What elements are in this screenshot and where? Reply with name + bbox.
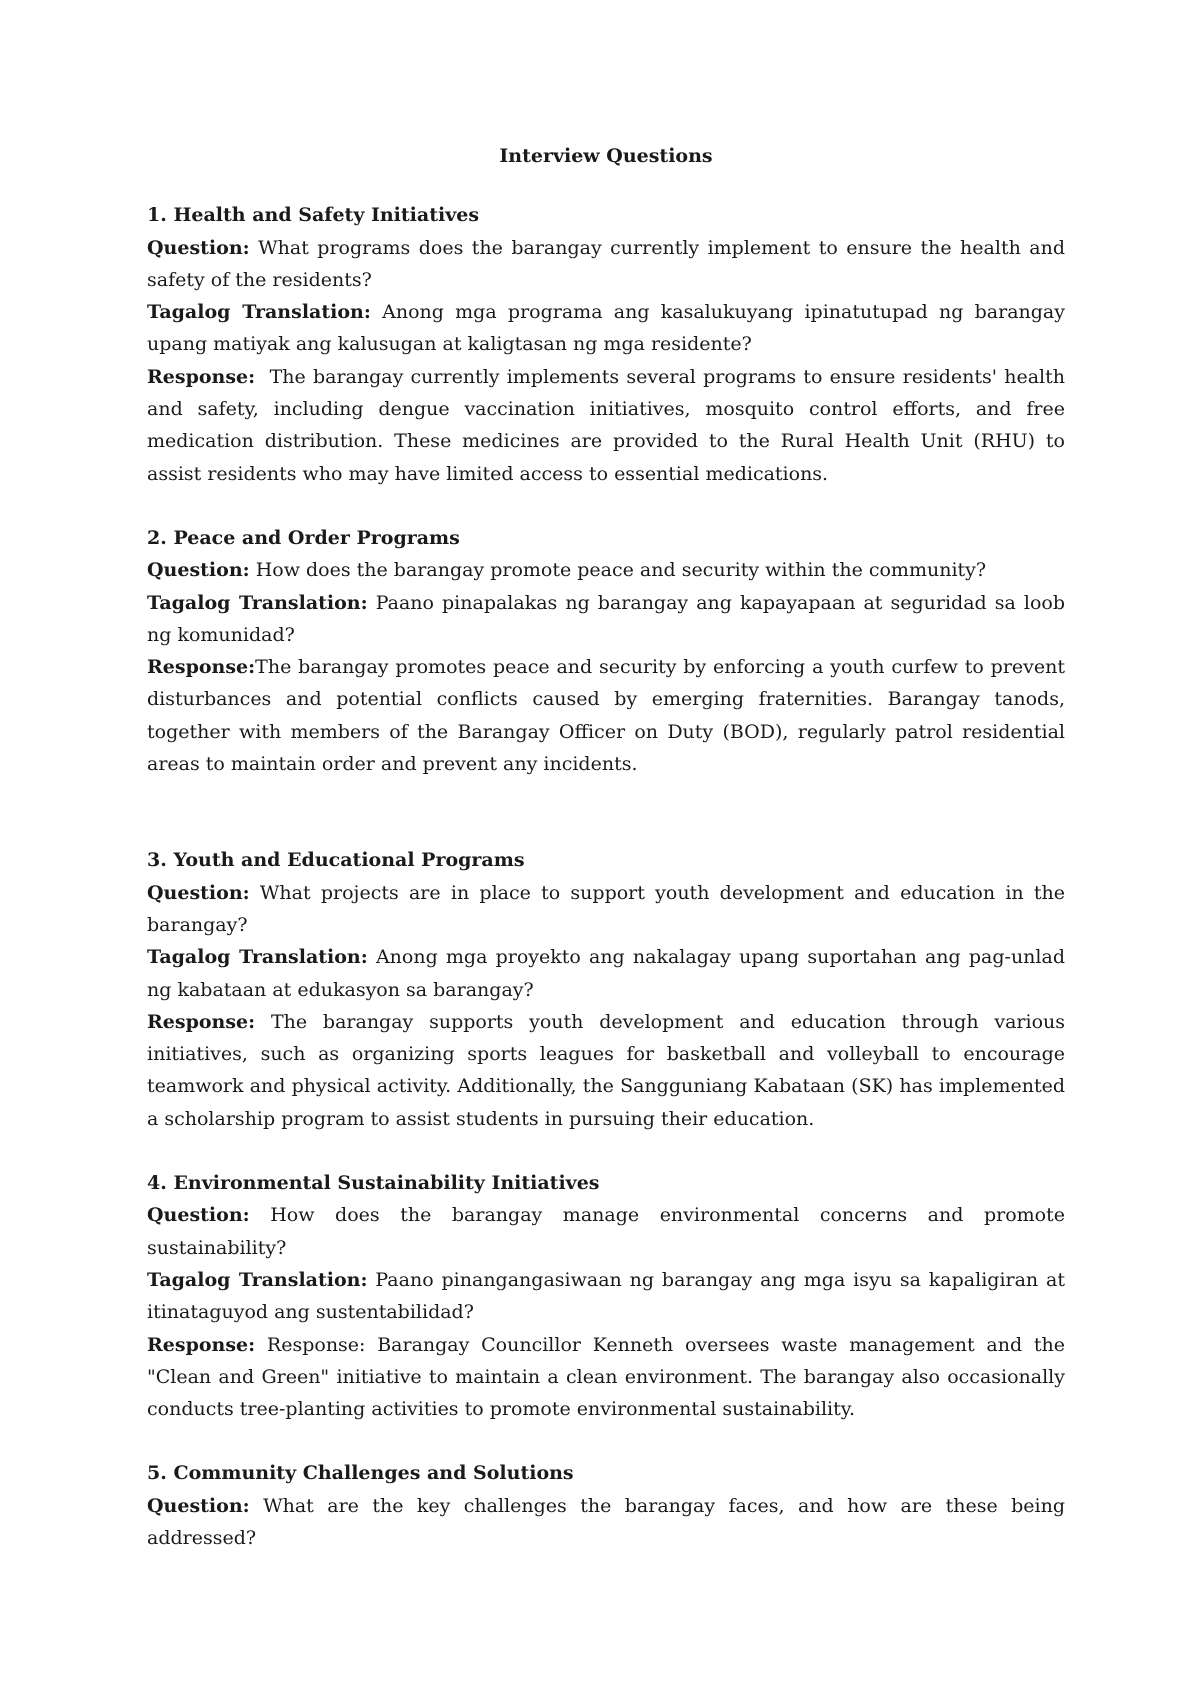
document-title: Interview Questions <box>499 145 713 167</box>
response-text: The barangay promotes peace and security by enforcing a youth curfew to prevent disturbances and potential conflicts caused by emerging fraternities. Barangay tanods, together with members of the Barangay Officer on Duty (BOD), regularly patrol residential areas to maintain order and prevent any incidents. <box>147 656 1065 776</box>
response-paragraph <box>147 651 1065 780</box>
document-page <box>147 140 1065 1586</box>
response-paragraph <box>147 361 1065 490</box>
question-paragraph <box>147 877 1065 942</box>
response-text: Response: Barangay Councillor Kenneth oversees waste management and the "Clean and Green" initiative to maintain a clean environment. The barangay also occasionally conducts tree-planting activities to promote environmental sustainability. <box>147 1333 1066 1421</box>
question-text: What programs does the barangay currently implement to ensure the health and safety of the residents? <box>147 236 1065 291</box>
response-text: The barangay supports youth development and education through various initiatives, such as organizing sports leagues for basketball and volleyball to encourage teamwork and physical activity. Additionally, the Sangguniang Kabataan (SK) has implemented a scholarship program to assist students in pursuing their education. <box>147 1010 1065 1130</box>
question-text: How does the barangay manage environmental concerns and promote sustainability? <box>147 1204 1065 1259</box>
section-heading: 1. Health and Safety Initiatives <box>147 204 480 227</box>
response-text: The barangay currently implements several programs to ensure residents' health and safety, including dengue vaccination initiatives, mosquito control efforts, and free medication distribution. These medicines are provided to the Rural Health Unit (RHU) to assist residents who may have limited access to essential medications. <box>147 365 1065 485</box>
tagalog-paragraph <box>147 296 1065 361</box>
question-text: What projects are in place to support youth development and education in the barangay? <box>147 881 1065 936</box>
question-paragraph <box>147 1199 1065 1264</box>
question-label: Question: <box>147 236 250 259</box>
tagalog-paragraph <box>147 941 1065 1006</box>
tagalog-paragraph <box>147 1264 1065 1329</box>
question-paragraph <box>147 1490 1065 1555</box>
question-label: Question: <box>147 881 250 904</box>
tagalog-paragraph <box>147 587 1065 652</box>
section-heading: 5. Community Challenges and Solutions <box>147 1462 574 1485</box>
tagalog-label: Tagalog Translation: <box>147 1268 368 1291</box>
section-peace-order <box>147 522 1065 780</box>
question-label: Question: <box>147 1204 250 1227</box>
section-heading: 2. Peace and Order Programs <box>147 526 460 549</box>
response-label: Response: <box>147 1333 256 1356</box>
tagalog-text: Paano pinangangasiwaan ng barangay ang mga isyu sa kapaligiran at itinataguyod ang sustentabilidad? <box>147 1268 1066 1324</box>
tagalog-text: Anong mga proyekto ang nakalagay upang suportahan ang pag-unlad ng kabataan at edukasyon sa barangay? <box>147 946 1065 1001</box>
section-environment <box>147 1167 1065 1425</box>
question-paragraph <box>147 554 1065 586</box>
question-paragraph <box>147 232 1065 297</box>
question-text: What are the key challenges the barangay faces, and how are these being addressed? <box>147 1494 1065 1549</box>
tagalog-label: Tagalog Translation: <box>147 946 368 969</box>
question-text: How does the barangay promote peace and security within the community? <box>255 559 987 582</box>
section-health-safety <box>147 199 1065 490</box>
tagalog-text: Paano pinapalakas ng barangay ang kapayapaan at seguridad sa loob ng komunidad? <box>147 591 1065 646</box>
question-label: Question: <box>147 1494 250 1517</box>
response-label: Response: <box>147 365 256 388</box>
tagalog-label: Tagalog Translation: <box>147 301 371 324</box>
section-community-challenges <box>147 1457 1065 1554</box>
tagalog-label: Tagalog Translation: <box>147 591 368 614</box>
section-heading: 3. Youth and Educational Programs <box>147 849 525 872</box>
response-label: Response: <box>147 1010 256 1033</box>
tagalog-text: Anong mga programa ang kasalukuyang ipinatutupad ng barangay upang matiyak ang kalusugan at kaligtasan ng mga residente? <box>147 301 1065 356</box>
response-paragraph <box>147 1329 1065 1426</box>
section-heading: 4. Environmental Sustainability Initiatives <box>147 1172 600 1195</box>
section-youth-education <box>147 844 1065 1135</box>
response-label: Response: <box>147 656 256 679</box>
response-paragraph <box>147 1006 1065 1135</box>
question-label: Question: <box>147 559 250 582</box>
